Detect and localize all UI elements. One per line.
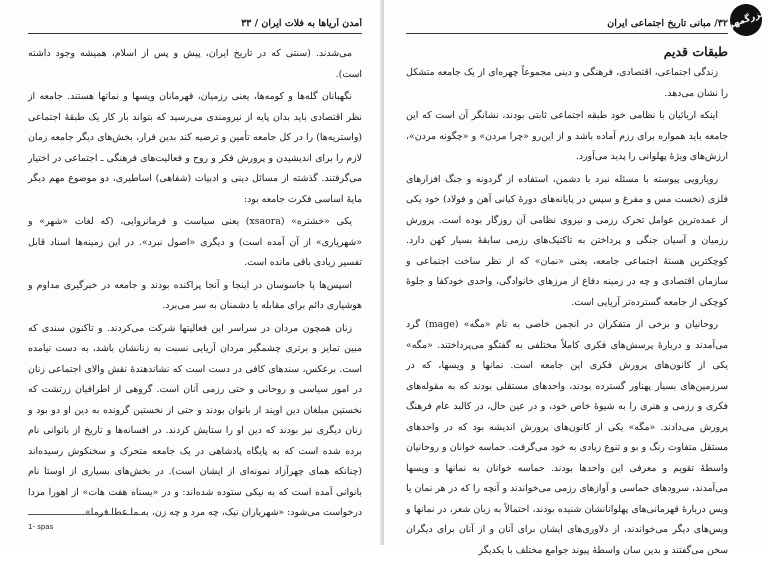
- right-paragraph: رویارویی پیوسته با مسئله نبرد با دشمن، استفاده از گردونه و جنگ افزارهای فلزی (نخست مس و مفرغ و سپس در پایانه‌های دورهٔ کیانی آهن و فولاد) خود یکی از عمده‌ترین عوامل تحرک رزمی و نیروی نظامی آن روزگار بوده است. پرورش رزمیان و آسیان جنگی و پرداختن به تاکتیک‌های رزمی سابقهٔ بسیار کهن دارد. کوچکترین هستهٔ اجتماعی جامعه، یعنی «نمان» که از نظر ساخت اجتماعی و سازمان اقتصادی و چه در زمینه دفاع از مرزهای خانوادگی، واحدی خودکفا و جلوهٔ کوچکی از جامعه گسترده‌تر آریایی است.: [406, 173, 728, 308]
- section-title: طبقات قدیم: [663, 44, 728, 59]
- right-page: [384, 0, 768, 556]
- left-paragraph: زنان همچون مردان در سراسر این فعالیتها شرکت می‌کردند. و تاکنون سندی که مبین تمایز و برتری چشمگیر مردان آریایی نسبت به زنانشان باشد، به دست نیامده است. برعکس، سندهای کافی در دست است که نشاندهندهٔ نقش والای اجتماعی زنان در امور سیاسی و روحانی و حتی رزمی آنان است. گروهی از اطرافیان زرتشت که نخستین مبلغان دین اویند از بانوان بودند و حتی از نخستین گرونده به دین او دو بود و زنان دیگری نیز بودند که دین او را ستایش کردند. در افسانه‌ها و تاریخ از بانوانی نام برده شده است که به پایگاه پادشاهی در یک جامعه متحرک و سخنکوش رسیده‌اند (چنانکه همای چهرآزاد نمونه‌ای از ایشان است). در بخش‌های بسیاری از اوستا نام بانوانی آمده است که به نیکی ستوده شده‌اند: و در «یسناه هفت هات» از اهورا مزدا درخواست می‌شود: «شهریاران نیک، چه مرد و چه زن، به ما عطا فرما».: [28, 322, 362, 518]
- left-paragraph: می‌شدند. (سنتی که در تاریخ ایران، پیش و پس از اسلام، همیشه وجود داشته است).: [28, 48, 362, 80]
- right-paragraph: زندگی اجتماعی، اقتصادی، فرهنگی و دینی مجموعاً چهره‌ای از یک جامعه متشکل را نشان می‌دهد.: [406, 67, 728, 99]
- footnote: 1- spas: [28, 523, 54, 531]
- left-paragraph: اسپس‌ها یا جاسوسان در اینجا و آنجا پراکنده بودند و جامعه در خبرگیری مداوم و هوشیاری دائم برای مقابله با دشمنان به سر می‌برد.: [28, 279, 362, 311]
- left-page: [0, 0, 384, 545]
- footnote-divider: [28, 514, 148, 515]
- left-paragraph: نگهبانان گله‌ها و کومه‌ها، یعنی رزمیان، قهرمانان ویسها و نماتها هستند. جامعه از نظر اقتصادی باید بدان پایه از نیرومندی می‌رسید که بتواند بار کار یک طبقهٔ اجتماعی (واستریه‌ها) را در کل جامعه تأمین و ترضیه کند بدین قرار، بخش‌های دیگر جامعه زمان لازم را برای اندیشیدن و پرورش فکر و روح و فعالیت‌های فرهنگی ـ اجتماعی در اختیار می‌گرفتند. گذشته از مسائل دینی و ادبیات (شفاهی) اساطیری، دو موضوع مهم دیگر مایهٔ اساسی فکرت جامعه بود:: [28, 91, 362, 205]
- left-running-head: آمدن آریاها به فلات ایران / ۳۳: [28, 18, 362, 34]
- publisher-seal-logo: بزرگمهر: [725, 0, 766, 41]
- left-paragraph: یکی «خشتره» (xsaora) یعنی سیاست و فرمانروایی، (که لغات «شهر» و «شهریاری» از آن آمده است) و دیگری «اصول نبرد». در این زمینه‌ها اسناد قابل تفسیر زیادی باقی مانده است.: [28, 216, 362, 268]
- right-paragraph: اینکه اریائیان با نظامی خود طبقه اجتماعی ثابتی بودند، نشانگر آن است که این جامعه باید همواره برای رزم آماده باشد و از این‌رو «چرا مردن» و «چگونه مردن»، ارزش‌های ویژهٔ پهلوانی را پدید می‌آورد.: [406, 110, 728, 162]
- right-paragraph: روحانیان و برخی از متفکران در انجمن خاصی به نام «مگه» (mage) گرد می‌آمدند و دربارهٔ پرسش‌های فکری کاملاً مختلفی به گفتگو می‌پرداختند. «مگه» یکی از کانون‌های پرورش فکری این جامعه است. نمانها و ویسها، که در سرزمین‌های بسیار پهناور گسترده بودند، واحدهای مستقلی بودند که به مقوله‌های فکری و رزمی و هنری را به شیوهٔ خاص خود، و در عین حال، در کالبد عام فرهنگ پرورش می‌دادند. «مگه» یکی از کانون‌های پرورش اندیشه بود که در واحدهای مستقل متفاوت رنگ و بو و تنوع زیادی به خود می‌گرفت. حماسه خوانان و روحانیان واسطهٔ تقویم و معرفی این واحدها بودند. حماسه خوانان به نمانها و ویسها می‌آمدند، سرودهای حماسی و آوازهای رزمی می‌خواندند و آنچه را که در هر نمان یا ویس دربارهٔ قهرمانی‌های پهلوانانشان شنیده بودند، احتمالاً به زبان شعر، در نمانها و ویس‌های دیگر می‌خواندند، از دلاوری‌های ایشان برای آنان و از آنان برای دیگران سخن می‌گفتند و بدین سان واسطهٔ پیوند جوامع مختلف با یکدیگر: [406, 319, 728, 556]
- right-running-head: ۳۲/ مبانی تاریخ اجتماعی ایران: [406, 18, 728, 34]
